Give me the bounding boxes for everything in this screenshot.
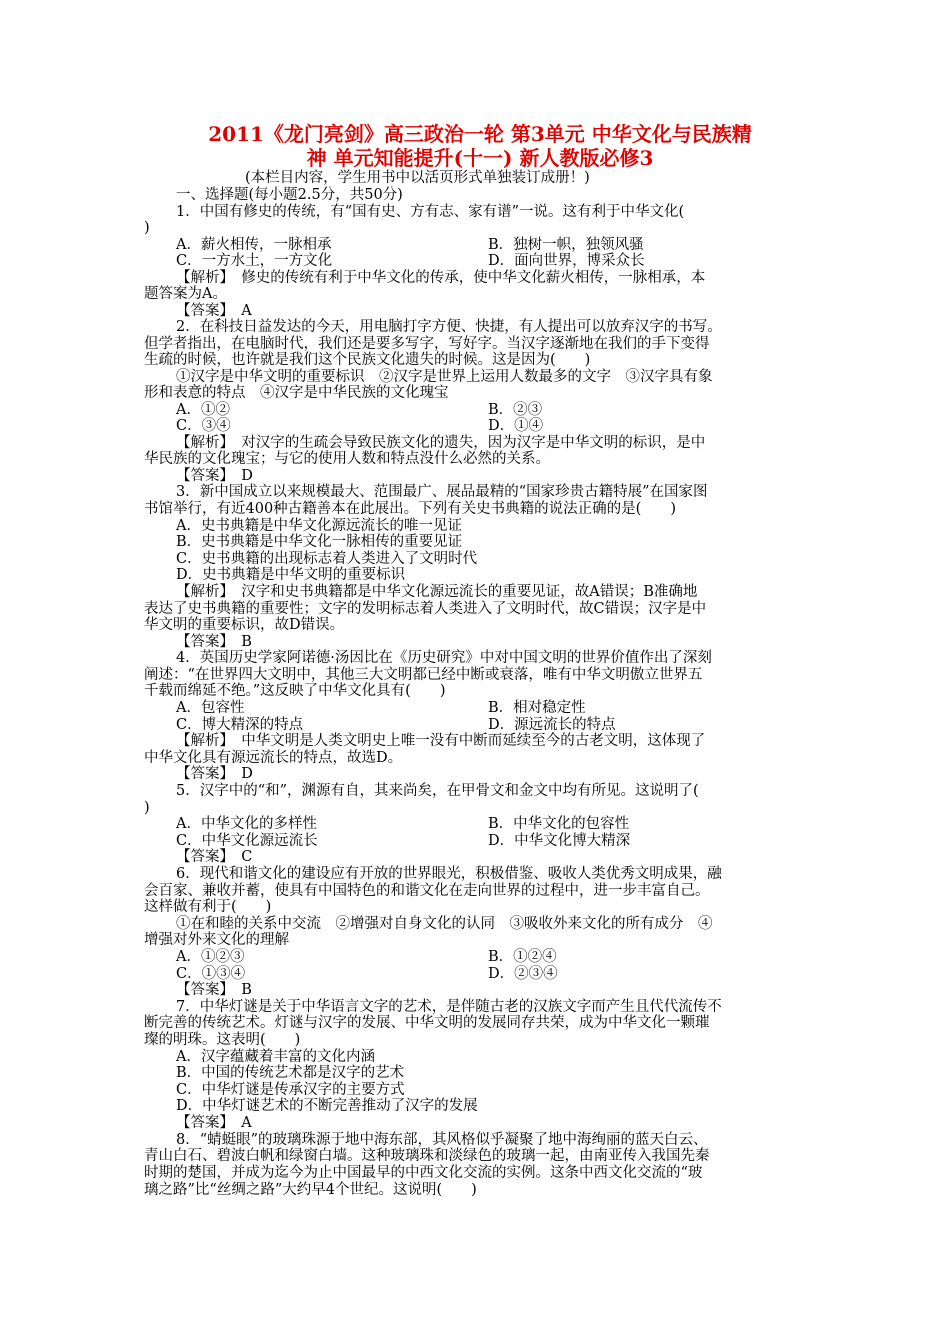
question-6-stem: 6．现代和谐文化的建设应有开放的世界眼光，积极借鉴、吸收人类优秀文明成果，融 <box>176 866 722 882</box>
question-6-items-cont: 增强对外来文化的理解 <box>144 932 289 948</box>
question-4-option-a: A．包容性 <box>176 700 245 716</box>
question-2-option-a: A．①② <box>176 402 230 418</box>
question-1-option-c: C．一方水土，一方文化 <box>176 253 333 269</box>
question-6-answer: 【答案】 B <box>176 982 252 998</box>
question-3-option-d: D．史书典籍是中华文明的重要标识 <box>176 567 406 583</box>
question-2-answer: 【答案】 D <box>176 468 253 484</box>
question-5-stem-cont: ) <box>144 800 150 816</box>
question-5-option-d: D．中华文化博大精深 <box>488 833 631 849</box>
question-7-option-b: B．中国的传统艺术都是汉字的艺术 <box>176 1065 405 1081</box>
question-6-option-a: A．①②③ <box>176 949 245 965</box>
question-3-option-c: C．史书典籍的出现标志着人类进入了文明时代 <box>176 551 478 567</box>
question-8-stem-cont: 璃之路”比“丝绸之路”大约早4个世纪。这说明( ) <box>144 1182 477 1198</box>
question-2-stem-cont: 但学者指出，在电脑时代，我们还是要多写字，写好字。当汉字逐渐地在我们的手下变得 <box>144 336 710 352</box>
question-1-explanation: 【解析】 修史的传统有利于中华文化的传承，使中华文化薪火相传，一脉相承，本 <box>176 270 706 286</box>
question-1-explanation-cont: 题答案为A。 <box>144 286 227 302</box>
question-3-stem-cont: 书馆举行，有近400种古籍善本在此展出。下列有关史书典籍的说法正确的是( ) <box>144 501 676 517</box>
question-1-option-b: B．独树一帜，独领风骚 <box>488 237 644 253</box>
question-4-option-b: B．相对稳定性 <box>488 700 586 716</box>
question-7-option-c: C．中华灯谜是传承汉字的主要方式 <box>176 1082 405 1098</box>
question-5-option-a: A．中华文化的多样性 <box>176 816 317 832</box>
question-8-stem: 8．“蜻蜓眼”的玻璃珠源于地中海东部，其风格似乎凝聚了地中海绚丽的蓝天白云、 <box>176 1132 708 1148</box>
question-2-explanation: 【解析】 对汉字的生疏会导致民族文化的遗失，因为汉字是中华文明的标识，是中 <box>176 435 706 451</box>
question-3-explanation: 【解析】 汉字和史书典籍都是中华文化源远流长的重要见证，故A错误；B准确地 <box>176 584 698 600</box>
question-1-stem: 1．中国有修史的传统，有“国有史、方有志、家有谱”一说。这有利于中华文化( <box>176 204 685 220</box>
question-4-explanation: 【解析】 中华文明是人类文明史上唯一没有中断而延续至今的古老文明，这体现了 <box>176 733 706 749</box>
question-6-option-d: D．②③④ <box>488 966 558 982</box>
question-4-option-d: D．源远流长的特点 <box>488 717 616 733</box>
question-1-option-d: D．面向世界，博采众长 <box>488 253 645 269</box>
question-6-items: ①在和睦的关系中交流 ②增强对自身文化的认同 ③吸收外来文化的所有成分 ④ <box>176 916 713 932</box>
question-4-explanation-cont: 中华文化具有源远流长的特点，故选D。 <box>144 750 403 766</box>
question-4-stem: 4．英国历史学家阿诺德·汤因比在《历史研究》中对中国文明的世界价值作出了深刻 <box>176 650 712 666</box>
question-8-stem-cont: 时期的楚国，并成为迄今为止中国最早的中西文化交流的实例。这条中西文化交流的“玻 <box>144 1165 703 1181</box>
question-4-option-c: C．博大精深的特点 <box>176 717 304 733</box>
question-1-stem-cont: ) <box>144 220 150 236</box>
question-7-stem-cont: 断完善的传统艺术。灯谜与汉字的发展、中华文明的发展同存共荣，成为中华文化一颗璀 <box>144 1015 710 1031</box>
question-7-stem: 7．中华灯谜是关于中华语言文字的艺术，是伴随古老的汉族文字而产生且代代流传不 <box>176 999 722 1015</box>
question-4-stem-cont: 阐述：“在世界四大文明中，其他三大文明都已经中断或衰落，唯有中华文明傲立世界五 <box>144 667 703 683</box>
question-4-stem-cont: 千载而绵延不绝。”这反映了中华文化具有( ) <box>144 683 446 699</box>
question-4-answer: 【答案】 D <box>176 766 253 782</box>
question-1-option-a: A．薪火相传，一脉相承 <box>176 237 332 253</box>
question-2-option-b: B．②③ <box>488 402 543 418</box>
question-7-option-d: D．中华灯谜艺术的不断完善推动了汉字的发展 <box>176 1098 478 1114</box>
question-2-stem-cont: 生疏的时候，也许就是我们这个民族文化遗失的时候。这是因为( ) <box>144 352 591 368</box>
question-6-option-b: B．①②④ <box>488 949 557 965</box>
question-3-answer: 【答案】 B <box>176 634 252 650</box>
question-3-explanation-cont: 华文明的重要标识，故D错误。 <box>144 617 345 633</box>
section-heading: 一、选择题(每小题2.5分，共50分) <box>176 187 403 203</box>
question-3-option-b: B．史书典籍是中华文化一脉相传的重要见证 <box>176 534 463 550</box>
binding-note: (本栏目内容，学生用书中以活页形式单独装订成册！) <box>245 170 590 186</box>
question-6-stem-cont: 会百家、兼收并蓄，使具有中国特色的和谐文化在走向世界的过程中，进一步丰富自己。 <box>144 883 710 899</box>
question-7-answer: 【答案】 A <box>176 1115 252 1131</box>
question-2-explanation-cont: 华民族的文化瑰宝；与它的使用人数和特点没什么必然的关系。 <box>144 451 550 467</box>
question-8-stem-cont: 青山白石、碧波白帆和绿窗白墙。这种玻璃珠和淡绿色的玻璃一起，由南亚传入我国先秦 <box>144 1148 710 1164</box>
question-6-option-c: C．①③④ <box>176 966 246 982</box>
question-2-stem: 2．在科技日益发达的今天，用电脑打字方便、快捷，有人提出可以放弃汉字的书写。 <box>176 319 722 335</box>
question-2-option-d: D．①④ <box>488 418 544 434</box>
question-3-option-a: A．史书典籍是中华文化源远流长的唯一见证 <box>176 518 462 534</box>
question-2-items: ①汉字是中华文明的重要标识 ②汉字是世界上运用人数最多的文字 ③汉字具有象 <box>176 369 713 385</box>
question-5-option-b: B．中华文化的包容性 <box>488 816 630 832</box>
question-1-answer: 【答案】 A <box>176 303 252 319</box>
question-2-option-c: C．③④ <box>176 418 231 434</box>
question-5-answer: 【答案】 C <box>176 849 253 865</box>
document-title-line-2: 神 单元知能提升(十一) 新人教版必修3 <box>306 146 654 170</box>
question-3-explanation-cont: 表达了史书典籍的重要性；文字的发明标志着人类进入了文明时代，故C错误；汉字是中 <box>144 601 707 617</box>
question-5-option-c: C．中华文化源远流长 <box>176 833 318 849</box>
question-7-stem-cont: 璨的明珠。这表明( ) <box>144 1032 301 1048</box>
document-title-line-1: 2011《龙门亮剑》高三政治一轮 第3单元 中华文化与民族精 <box>208 122 752 146</box>
question-2-items-cont: 形和表意的特点 ④汉字是中华民族的文化瑰宝 <box>144 385 449 401</box>
question-7-option-a: A．汉字蕴藏着丰富的文化内涵 <box>176 1049 375 1065</box>
question-3-stem: 3．新中国成立以来规模最大、范围最广、展品最精的“国家珍贵古籍特展”在国家图 <box>176 484 708 500</box>
question-5-stem: 5．汉字中的“和”，渊源有自，其来尚矣，在甲骨文和金文中均有所见。这说明了( <box>176 783 699 799</box>
question-6-stem-cont: 这样做有利于( ) <box>144 899 272 915</box>
